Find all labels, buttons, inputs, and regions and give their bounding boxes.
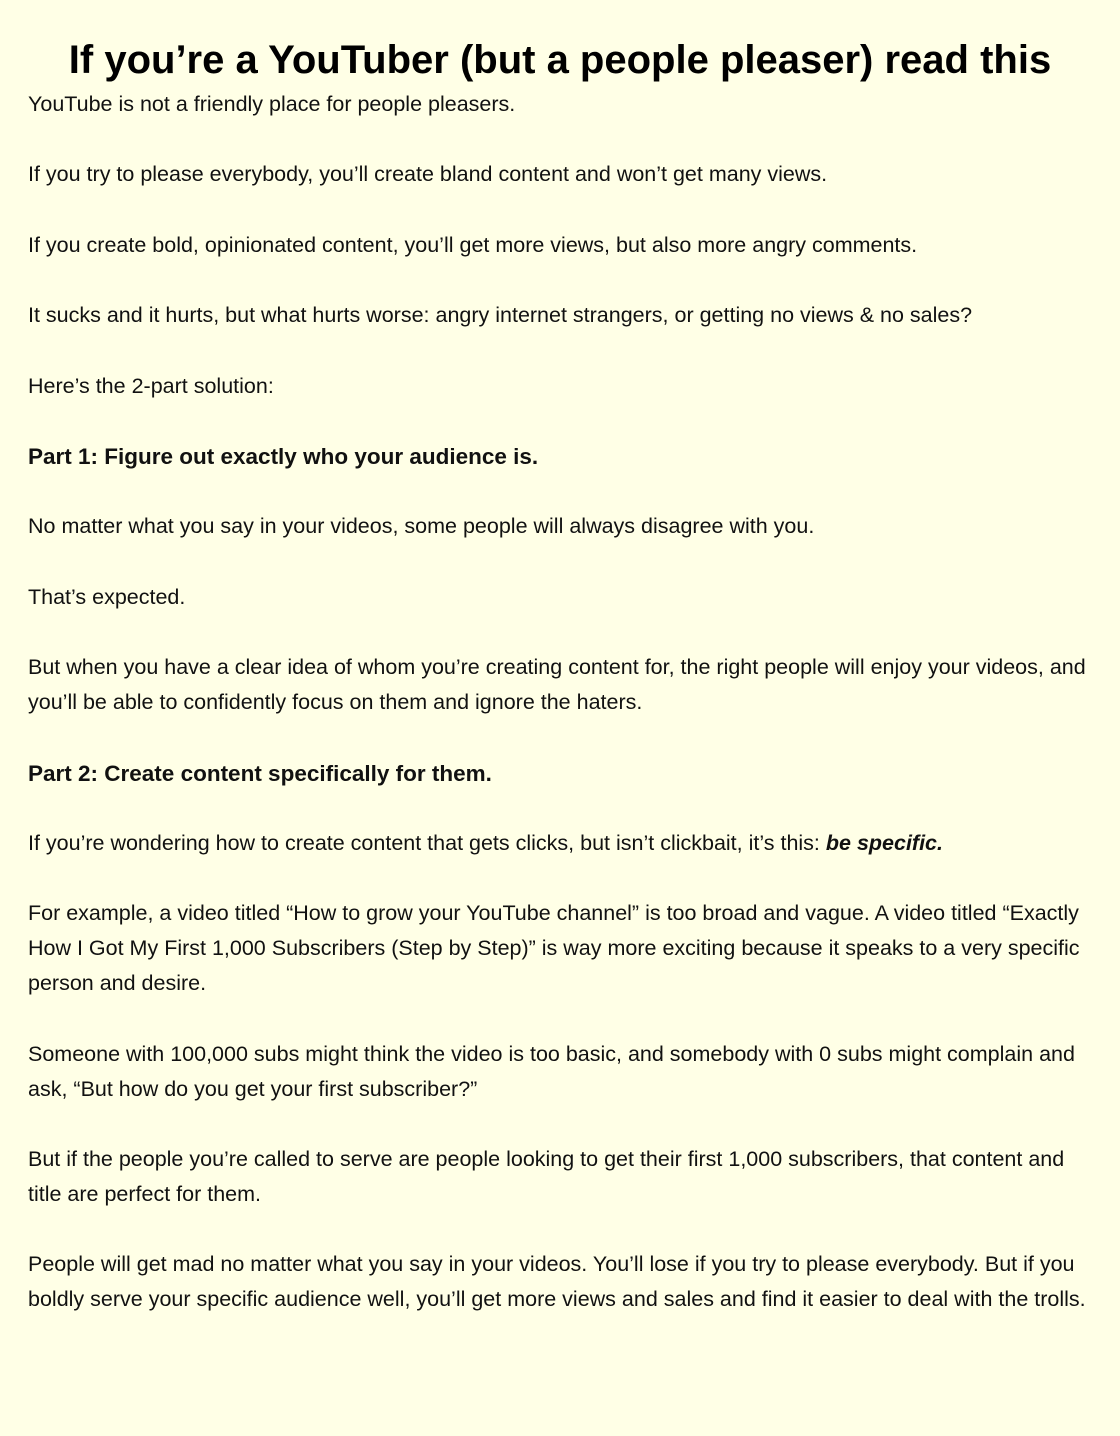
paragraph-gap	[28, 1212, 1092, 1247]
paragraph: But if the people you’re called to serve are people looking to get their first 1,000 subscribers, that content and title are perfect for them.	[28, 1147, 1065, 1207]
emphasis-text: be specific.	[825, 830, 943, 855]
paragraph: If you create bold, opinionated content, you’ll get more views, but also more angry comments.	[28, 232, 918, 257]
paragraph-gap	[28, 720, 1092, 755]
paragraph-gap	[28, 404, 1092, 439]
paragraph-gap	[28, 1107, 1092, 1142]
paragraph: For example, a video titled “How to grow your YouTube channel” is too broad and vague. A video titled “Exactly How I Got My First 1,000 Subscribers (Step by Step)” is way more exciting because it speaks to a very specific person and desire.	[28, 901, 1080, 996]
paragraph: It sucks and it hurts, but what hurts worse: angry internet strangers, or getting no views & no sales?	[28, 303, 973, 328]
paragraph-gap	[28, 122, 1092, 157]
page-title: If you’re a YouTuber (but a people pleaser) read this	[68, 38, 1052, 82]
paragraph-gap	[28, 791, 1092, 826]
paragraph: Someone with 100,000 subs might think the video is too basic, and somebody with 0 subs might complain and ask, “But how do you get your first subscriber?”	[28, 1041, 1075, 1101]
paragraph-gap	[28, 474, 1092, 509]
paragraph-gap	[28, 544, 1092, 579]
section-heading-part-1: Part 1: Figure out exactly who your audience is.	[28, 443, 539, 469]
paragraph-gap	[28, 1001, 1092, 1036]
paragraph-gap	[28, 263, 1092, 298]
paragraph-gap	[28, 861, 1092, 896]
paragraph-text: If you’re wondering how to create content that gets clicks, but isn’t clickbait, it’s this:	[28, 830, 826, 855]
paragraph: But when you have a clear idea of whom you’re creating content for, the right people will enjoy your videos, and you’ll be able to confidently focus on them and ignore the haters.	[28, 655, 1086, 715]
paragraph: No matter what you say in your videos, some people will always disagree with you.	[28, 514, 815, 539]
paragraph: Here’s the 2-part solution:	[28, 373, 274, 398]
paragraph-conclusion: People will get mad no matter what you say in your videos. You’ll lose if you try to please everybody. But if you boldly serve your specific audience well, you’ll get more views and sales and find it easier to deal with the trolls.	[28, 1252, 1086, 1312]
paragraph-be-specific	[28, 826, 1092, 861]
paragraph-intro: YouTube is not a friendly place for people pleasers.	[28, 92, 516, 116]
paragraph-gap	[28, 333, 1092, 368]
section-heading-part-2: Part 2: Create content specifically for them.	[28, 760, 492, 786]
paragraph: If you try to please everybody, you’ll create bland content and won’t get many views.	[28, 162, 828, 187]
paragraph-gap	[28, 192, 1092, 227]
paragraph: That’s expected.	[28, 584, 186, 609]
article-body	[28, 87, 1092, 1317]
paragraph-gap	[28, 615, 1092, 650]
